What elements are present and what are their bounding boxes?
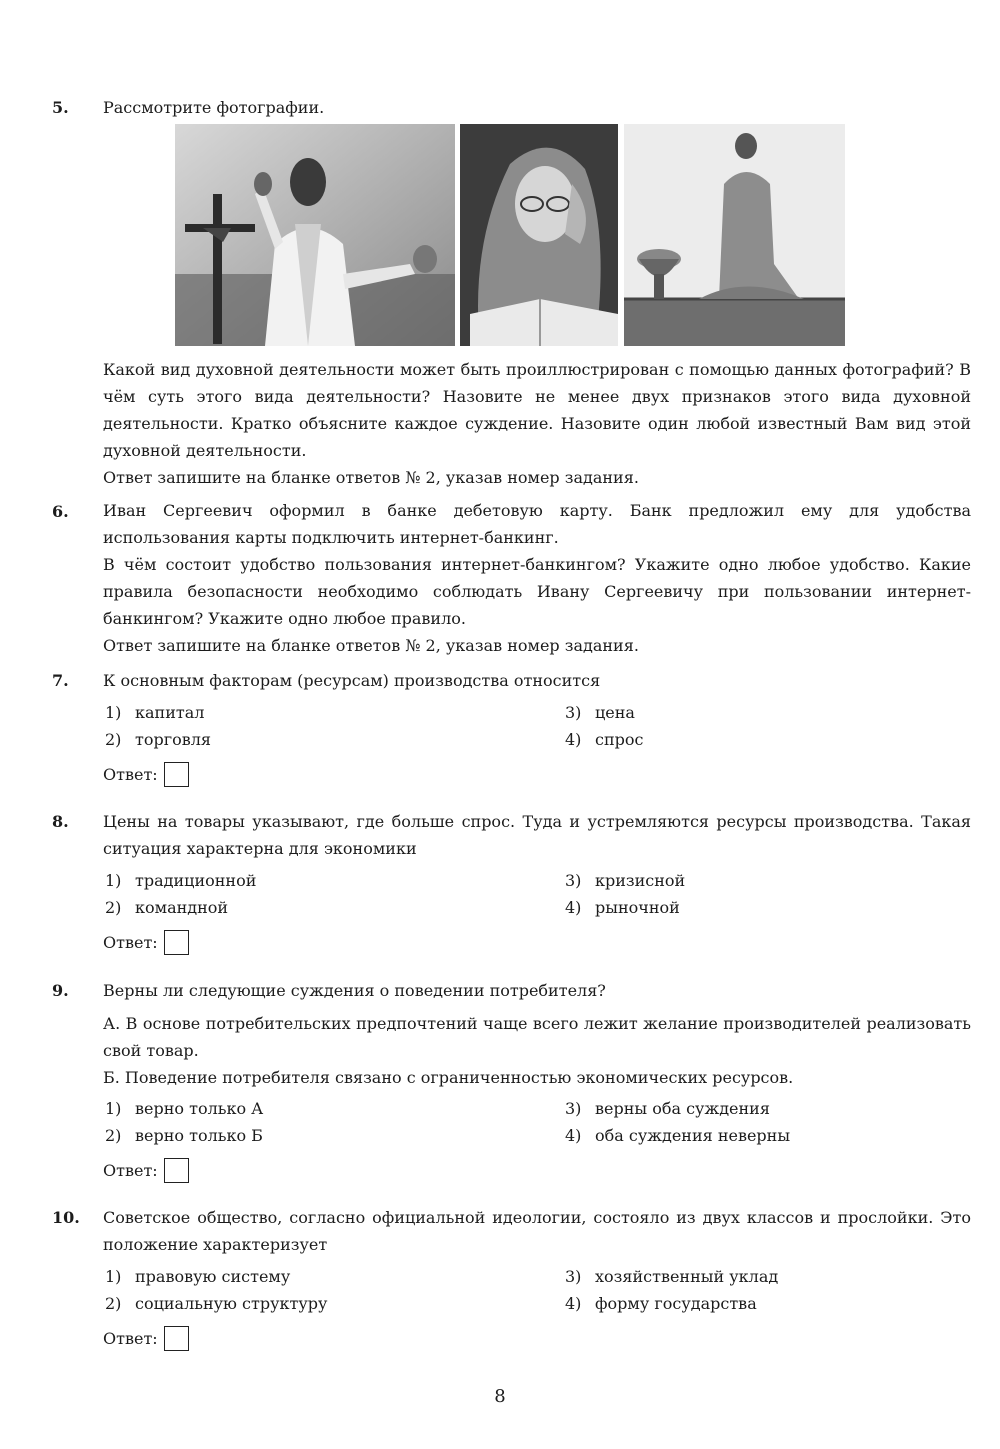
question-instruction: Ответ запишите на бланке ответов № 2, указав номер задания. xyxy=(103,468,639,487)
option-2: 2) командной xyxy=(105,898,229,917)
statement-b: Б. Поведение потребителя связано с ограниченностью экономических ресурсов. xyxy=(103,1068,794,1087)
answer-row xyxy=(103,1158,189,1183)
question-body: Какой вид духовной деятельности может быть проиллюстрирован с помощью данных фотографий? В чём суть этого вида деятельности? Назовите не менее двух признаков этого вида духовной деятельности. Кратко объясните каждое суждение. Назовите один любой известный Вам вид этой духовной деятельности. xyxy=(103,360,971,460)
question-number: 6. xyxy=(52,502,69,521)
option-1: 1) правовую систему xyxy=(105,1267,291,1286)
question-intro: Рассмотрите фотографии. xyxy=(103,98,325,117)
option-3: 3) верны оба суждения xyxy=(565,1099,770,1118)
question-instruction: Ответ запишите на бланке ответов № 2, указав номер задания. xyxy=(103,636,639,655)
question-text: Иван Сергеевич оформил в банке дебетовую карту. Банк предложил ему для удобства использования карты подключить интернет-банкинг. xyxy=(103,501,971,547)
answer-row xyxy=(103,1326,189,1351)
answer-row xyxy=(103,762,189,787)
option-1: 1) верно только А xyxy=(105,1099,264,1118)
option-3: 3) кризисной xyxy=(565,871,686,890)
answer-row xyxy=(103,930,189,955)
question-text: К основным факторам (ресурсам) производства относится xyxy=(103,671,601,690)
option-4: 4) спрос xyxy=(565,730,644,749)
question-number: 8. xyxy=(52,812,69,831)
option-2: 2) торговля xyxy=(105,730,212,749)
question-text: Верны ли следующие суждения о поведении потребителя? xyxy=(103,981,606,1000)
answer-box[interactable] xyxy=(164,1158,189,1183)
photo-monk xyxy=(624,124,845,346)
question-number: 10. xyxy=(52,1208,80,1227)
option-1: 1) традиционной xyxy=(105,871,257,890)
question-text: Цены на товары указывают, где больше спрос. Туда и устремляются ресурсы производства. Такая ситуация характерна для экономики xyxy=(103,812,971,858)
page-number: 8 xyxy=(494,1386,506,1407)
question-number: 5. xyxy=(52,98,69,117)
option-3: 3) хозяйственный уклад xyxy=(565,1267,779,1286)
answer-box[interactable] xyxy=(164,930,189,955)
question-number: 9. xyxy=(52,981,69,1000)
statement-a: А. В основе потребительских предпочтений чаще всего лежит желание производителей реализовать свой товар. xyxy=(103,1014,971,1060)
answer-label: Ответ: xyxy=(103,1329,158,1348)
option-4: 4) оба суждения неверны xyxy=(565,1126,791,1145)
answer-label: Ответ: xyxy=(103,765,158,784)
answer-box[interactable] xyxy=(164,762,189,787)
answer-label: Ответ: xyxy=(103,1161,158,1180)
question-text-2: В чём состоит удобство пользования интернет-банкингом? Укажите одно любое удобство. Какие правила безопасности необходимо соблюдать Ивану Сергеевичу при пользовании интернет-банкингом? Укажите одно любое правило. xyxy=(103,555,971,628)
question-text: Советское общество, согласно официальной идеологии, состояло из двух классов и прослойки. Это положение характеризует xyxy=(103,1208,971,1254)
question-number: 7. xyxy=(52,671,69,690)
answer-label: Ответ: xyxy=(103,933,158,952)
photo-priest xyxy=(175,124,455,346)
option-4: 4) форму государства xyxy=(565,1294,757,1313)
option-1: 1) капитал xyxy=(105,703,205,722)
photo-reader xyxy=(460,124,618,346)
option-2: 2) социальную структуру xyxy=(105,1294,328,1313)
photo-strip xyxy=(175,124,845,346)
option-3: 3) цена xyxy=(565,703,635,722)
answer-box[interactable] xyxy=(164,1326,189,1351)
option-2: 2) верно только Б xyxy=(105,1126,263,1145)
option-4: 4) рыночной xyxy=(565,898,680,917)
